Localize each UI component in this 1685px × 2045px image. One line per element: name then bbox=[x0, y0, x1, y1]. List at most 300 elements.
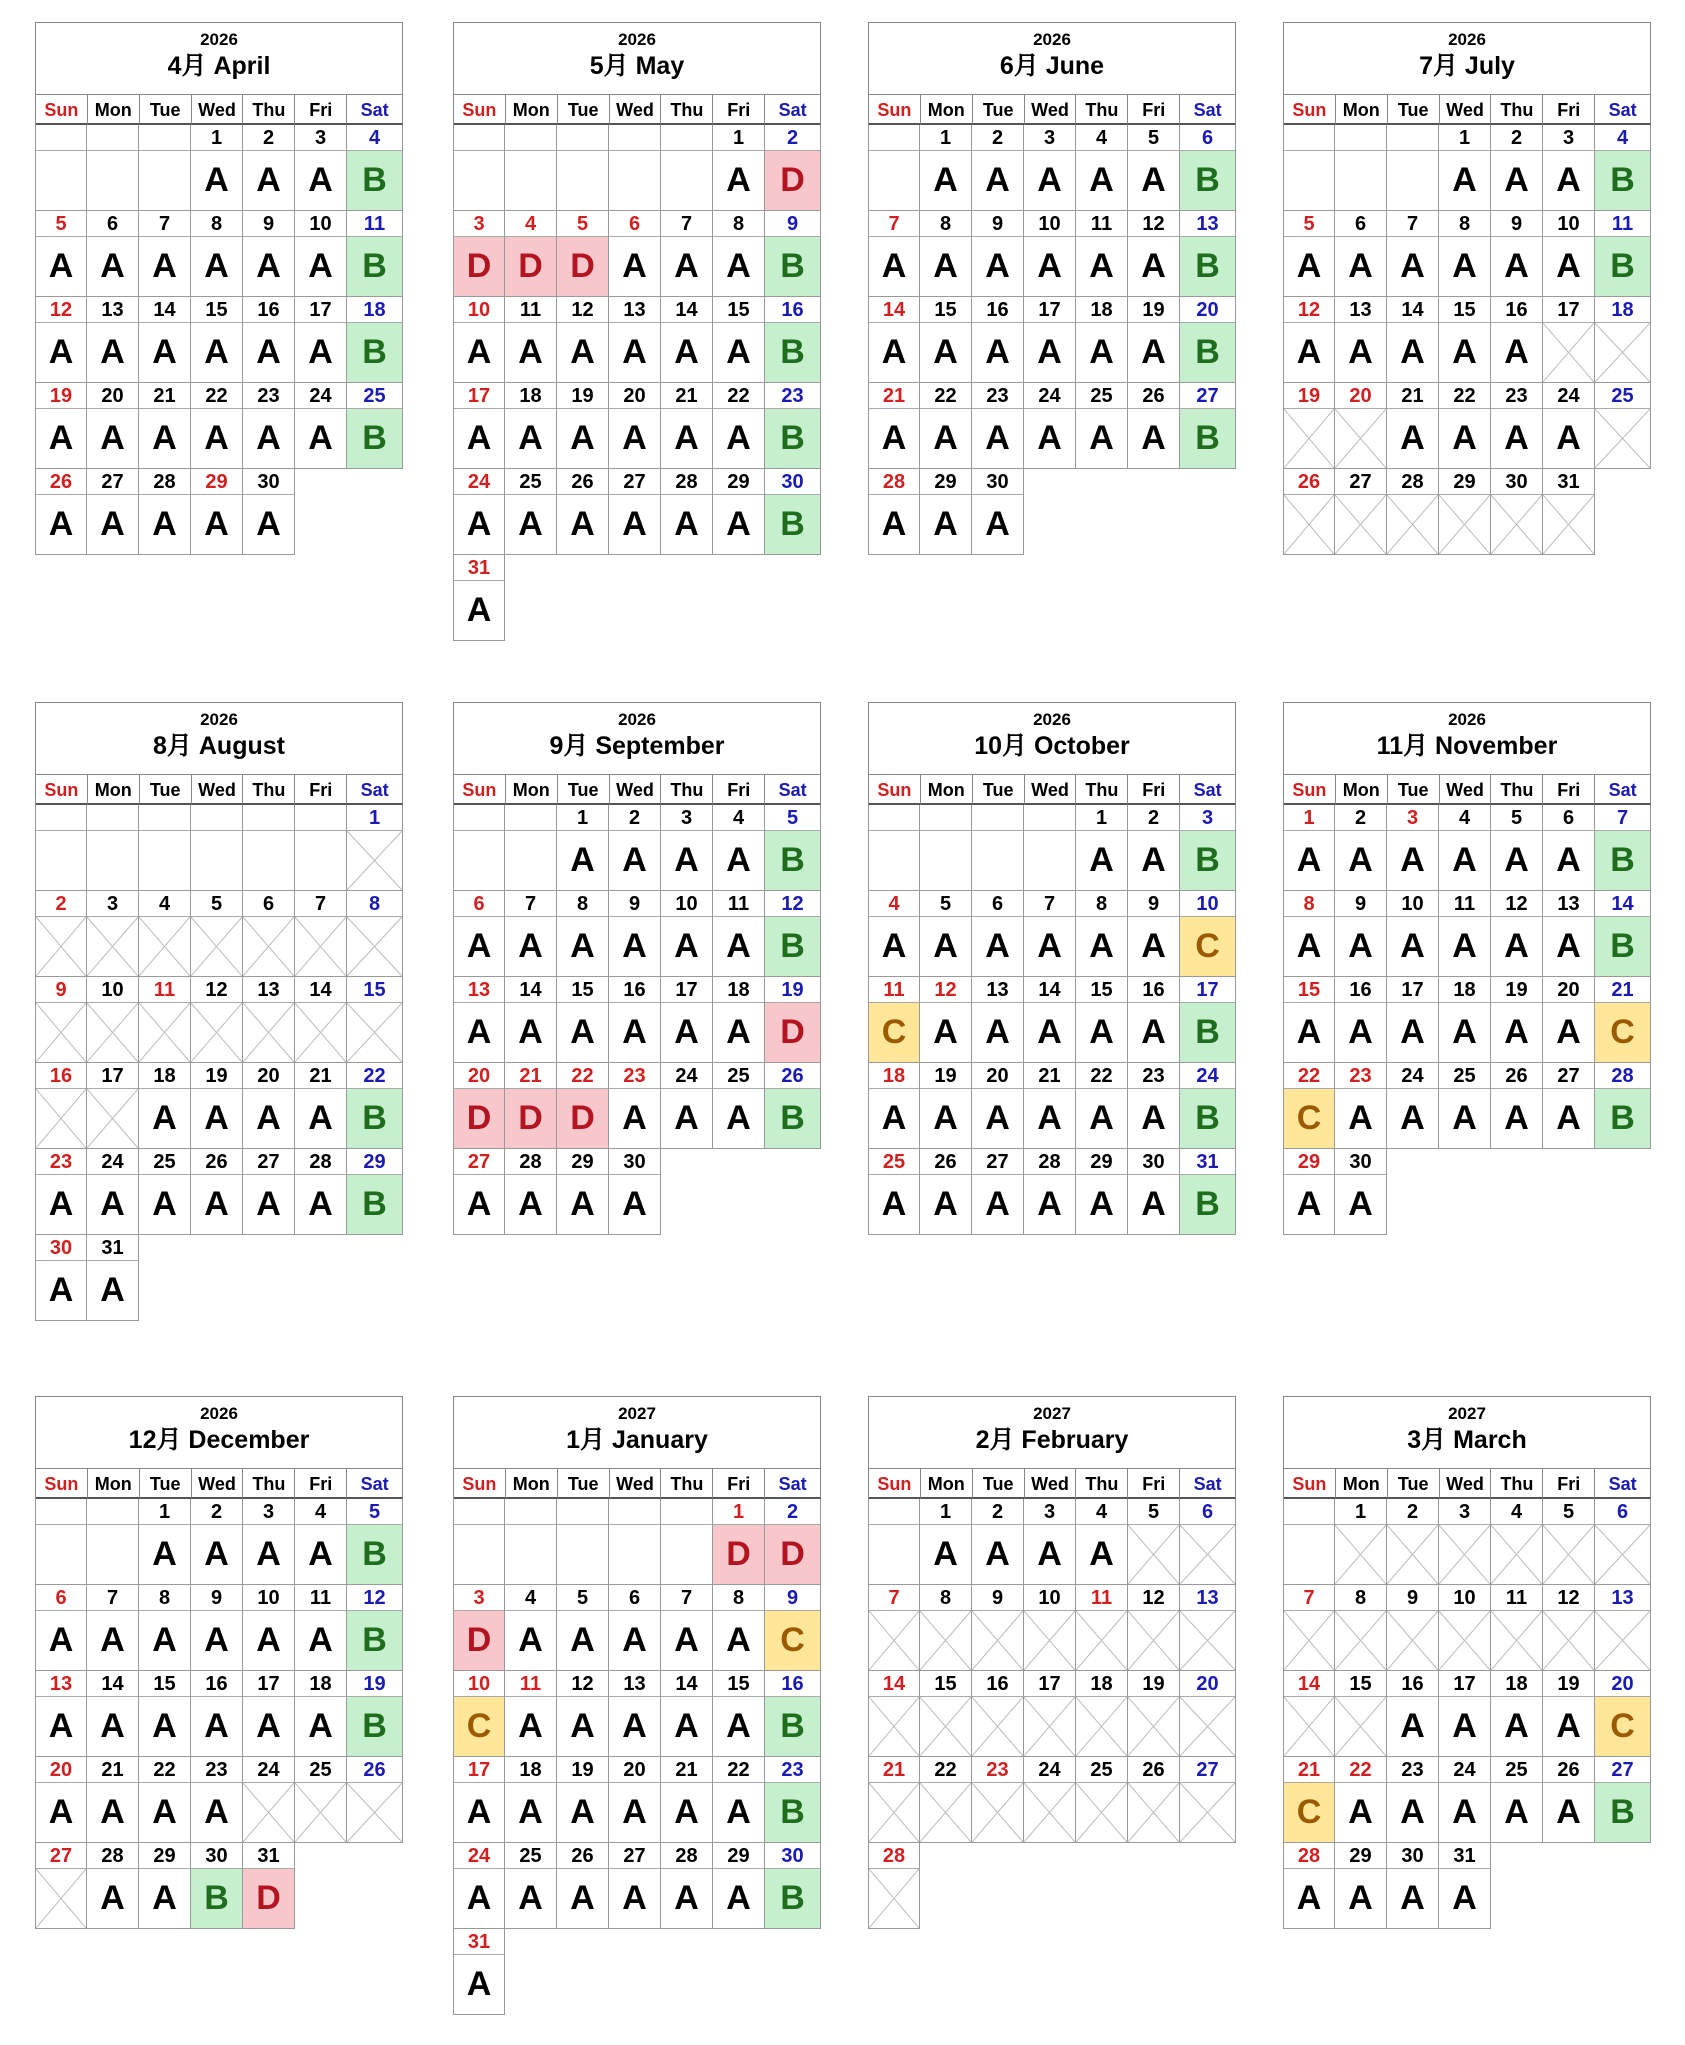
day-mark-A: A bbox=[985, 1185, 1010, 1223]
day-cell bbox=[1128, 1757, 1180, 1843]
day-number: 13 bbox=[87, 297, 138, 323]
week-row bbox=[1283, 1843, 1651, 1929]
day-cell bbox=[661, 1757, 713, 1843]
closed-day-cross bbox=[1543, 1611, 1594, 1670]
day-cell bbox=[505, 297, 557, 383]
day-mark-A: A bbox=[674, 1793, 699, 1831]
weekday-label: Sun bbox=[1284, 1469, 1336, 1499]
day-number: 4 bbox=[713, 805, 764, 831]
blank-cell bbox=[1128, 1843, 1180, 1929]
day-number: 20 bbox=[87, 383, 138, 409]
day-mark-A: A bbox=[570, 841, 595, 879]
month-title: 10月 October bbox=[974, 732, 1130, 760]
day-number: 31 bbox=[1439, 1843, 1490, 1869]
day-mark-A: A bbox=[466, 1965, 492, 2003]
blank-cell bbox=[347, 1843, 403, 1929]
day-cell bbox=[295, 891, 347, 977]
day-number bbox=[505, 125, 556, 151]
day-cell bbox=[1387, 469, 1439, 555]
day-cell bbox=[1283, 1843, 1335, 1929]
blank-cell bbox=[1024, 469, 1076, 555]
day-cell bbox=[609, 1585, 661, 1671]
weekday-label: Sat bbox=[765, 95, 821, 125]
day-number: 27 bbox=[609, 469, 660, 495]
day-number: 21 bbox=[87, 1757, 138, 1783]
weekday-label: Mon bbox=[921, 775, 973, 805]
day-mark-B: B bbox=[347, 1525, 402, 1584]
day-number: 8 bbox=[139, 1585, 190, 1611]
day-cell bbox=[1076, 125, 1128, 211]
day-cell bbox=[505, 1671, 557, 1757]
day-cell bbox=[87, 383, 139, 469]
day-cell bbox=[505, 469, 557, 555]
day-cell bbox=[1439, 469, 1491, 555]
day-mark-A: A bbox=[152, 1535, 177, 1573]
day-number: 14 bbox=[505, 977, 556, 1003]
day-cell bbox=[1387, 211, 1439, 297]
day-number: 27 bbox=[1335, 469, 1386, 495]
day-number: 26 bbox=[765, 1063, 820, 1089]
day-cell bbox=[1335, 1063, 1387, 1149]
day-cell bbox=[609, 211, 661, 297]
day-number: 11 bbox=[505, 1671, 556, 1697]
day-cell bbox=[1024, 977, 1076, 1063]
day-cell bbox=[1128, 1063, 1180, 1149]
day-mark-A: A bbox=[204, 1621, 229, 1659]
day-mark-B: B bbox=[765, 1783, 820, 1842]
day-cell bbox=[1283, 1149, 1335, 1235]
month-calendar bbox=[35, 702, 403, 1321]
day-mark-A: A bbox=[726, 1879, 751, 1917]
day-mark-B: B bbox=[347, 237, 402, 296]
day-number: 8 bbox=[920, 1585, 971, 1611]
day-cell bbox=[1335, 805, 1387, 891]
day-number: 30 bbox=[1128, 1149, 1179, 1175]
day-cell bbox=[453, 1843, 505, 1929]
day-number: 13 bbox=[609, 1671, 660, 1697]
day-mark-A: A bbox=[1504, 1793, 1529, 1831]
day-number: 9 bbox=[765, 1585, 820, 1611]
day-number: 1 bbox=[1284, 805, 1334, 831]
day-number: 7 bbox=[1024, 891, 1075, 917]
weekday-label: Tue bbox=[1388, 95, 1440, 125]
closed-day-cross bbox=[191, 1003, 242, 1062]
closed-day-cross bbox=[36, 1869, 86, 1928]
day-number: 5 bbox=[191, 891, 242, 917]
month-header bbox=[1283, 702, 1651, 774]
closed-day-cross bbox=[139, 917, 190, 976]
day-cell bbox=[1076, 383, 1128, 469]
closed-day-cross bbox=[920, 1697, 971, 1756]
day-mark-A: A bbox=[256, 1535, 281, 1573]
day-mark-A: A bbox=[152, 247, 177, 285]
day-mark-B: B bbox=[1595, 917, 1650, 976]
day-mark-D: D bbox=[454, 1089, 504, 1148]
day-cell bbox=[191, 1757, 243, 1843]
weekday-label: Tue bbox=[973, 775, 1025, 805]
day-mark-A: A bbox=[308, 247, 333, 285]
day-cell bbox=[920, 977, 972, 1063]
day-number: 12 bbox=[347, 1585, 402, 1611]
weekday-label: Sun bbox=[454, 95, 506, 125]
day-number: 26 bbox=[1128, 383, 1179, 409]
day-number: 1 bbox=[920, 125, 971, 151]
month-title: 9月 September bbox=[549, 732, 725, 760]
closed-day-cross bbox=[1387, 1525, 1438, 1584]
day-cell bbox=[1491, 297, 1543, 383]
day-mark-A: A bbox=[100, 1621, 125, 1659]
day-number bbox=[869, 1499, 919, 1525]
day-number: 19 bbox=[557, 1757, 608, 1783]
day-mark-A: A bbox=[1296, 1879, 1322, 1917]
week-row bbox=[35, 125, 403, 211]
weekday-header-row bbox=[868, 774, 1236, 805]
day-number: 2 bbox=[765, 125, 820, 151]
day-cell bbox=[557, 1757, 609, 1843]
day-number: 9 bbox=[243, 211, 294, 237]
week-row bbox=[1283, 211, 1651, 297]
week-row bbox=[453, 211, 821, 297]
day-number: 18 bbox=[139, 1063, 190, 1089]
day-cell bbox=[295, 125, 347, 211]
day-mark-A: A bbox=[881, 505, 907, 543]
day-number: 9 bbox=[191, 1585, 242, 1611]
day-cell bbox=[765, 1757, 821, 1843]
day-number: 23 bbox=[972, 383, 1023, 409]
empty-day-cell bbox=[87, 805, 139, 891]
day-cell bbox=[557, 211, 609, 297]
day-cell bbox=[35, 1585, 87, 1671]
day-number: 2 bbox=[1387, 1499, 1438, 1525]
day-mark-A: A bbox=[1141, 841, 1166, 879]
day-mark-A: A bbox=[570, 927, 595, 965]
day-number: 11 bbox=[505, 297, 556, 323]
day-number: 2 bbox=[972, 125, 1023, 151]
weekday-label: Wed bbox=[192, 1469, 244, 1499]
month-title: 8月 August bbox=[153, 732, 285, 760]
day-cell bbox=[347, 805, 403, 891]
day-number: 6 bbox=[609, 1585, 660, 1611]
day-number: 27 bbox=[972, 1149, 1023, 1175]
day-cell bbox=[1491, 383, 1543, 469]
closed-day-cross bbox=[1543, 323, 1594, 382]
day-number: 18 bbox=[869, 1063, 919, 1089]
month-title: 1月 January bbox=[566, 1426, 708, 1454]
weekday-label: Wed bbox=[192, 775, 244, 805]
blank-cell bbox=[661, 1929, 713, 2015]
day-cell bbox=[1128, 1585, 1180, 1671]
day-number: 4 bbox=[1076, 1499, 1127, 1525]
day-mark-A: A bbox=[308, 1185, 333, 1223]
closed-day-cross bbox=[1076, 1697, 1127, 1756]
week-row bbox=[868, 1843, 1236, 1929]
day-number: 14 bbox=[661, 1671, 712, 1697]
day-cell bbox=[1491, 1757, 1543, 1843]
day-cell bbox=[557, 1063, 609, 1149]
day-cell bbox=[920, 469, 972, 555]
day-mark-A: A bbox=[256, 1099, 281, 1137]
day-number: 28 bbox=[1284, 1843, 1334, 1869]
day-mark-A: A bbox=[1556, 419, 1581, 457]
closed-day-cross bbox=[920, 1783, 971, 1842]
day-number: 16 bbox=[765, 1671, 820, 1697]
closed-day-cross bbox=[1128, 1611, 1179, 1670]
day-number: 2 bbox=[609, 805, 660, 831]
day-number: 29 bbox=[713, 469, 764, 495]
day-cell bbox=[1387, 891, 1439, 977]
day-mark-B: B bbox=[765, 917, 820, 976]
empty-day-cell bbox=[453, 805, 505, 891]
day-mark-A: A bbox=[1504, 333, 1529, 371]
day-number: 6 bbox=[243, 891, 294, 917]
day-number: 8 bbox=[713, 211, 764, 237]
day-number: 13 bbox=[243, 977, 294, 1003]
year-label: 2027 bbox=[1033, 1404, 1071, 1423]
day-number: 20 bbox=[36, 1757, 86, 1783]
day-number: 25 bbox=[295, 1757, 346, 1783]
day-cell bbox=[1595, 1585, 1651, 1671]
day-cell bbox=[609, 383, 661, 469]
day-number: 27 bbox=[87, 469, 138, 495]
day-number: 10 bbox=[454, 1671, 504, 1697]
day-cell bbox=[609, 469, 661, 555]
day-number: 13 bbox=[1595, 1585, 1650, 1611]
day-number: 30 bbox=[243, 469, 294, 495]
day-number: 10 bbox=[87, 977, 138, 1003]
day-number: 8 bbox=[347, 891, 402, 917]
year-label: 2026 bbox=[200, 1404, 238, 1423]
day-number bbox=[87, 805, 138, 831]
day-number: 17 bbox=[1387, 977, 1438, 1003]
day-number: 19 bbox=[1491, 977, 1542, 1003]
day-cell bbox=[87, 469, 139, 555]
day-cell bbox=[243, 125, 295, 211]
day-number: 9 bbox=[1387, 1585, 1438, 1611]
closed-day-cross bbox=[36, 1003, 86, 1062]
month-calendar bbox=[1283, 1396, 1651, 1929]
day-mark-A: A bbox=[622, 841, 647, 879]
day-number: 10 bbox=[1024, 1585, 1075, 1611]
day-number: 3 bbox=[243, 1499, 294, 1525]
day-number: 16 bbox=[1491, 297, 1542, 323]
blank-cell bbox=[1595, 1843, 1651, 1929]
blank-cell bbox=[1439, 1149, 1491, 1235]
day-mark-B: B bbox=[1180, 151, 1235, 210]
month-title: 6月 June bbox=[999, 52, 1105, 80]
day-number: 18 bbox=[1076, 1671, 1127, 1697]
day-number: 23 bbox=[191, 1757, 242, 1783]
day-mark-A: A bbox=[881, 419, 907, 457]
day-number: 18 bbox=[295, 1671, 346, 1697]
closed-day-cross bbox=[1128, 1525, 1179, 1584]
day-number: 21 bbox=[869, 1757, 919, 1783]
day-number: 3 bbox=[1180, 805, 1235, 831]
weekday-label: Wed bbox=[1025, 95, 1077, 125]
weekday-header-row bbox=[1283, 774, 1651, 805]
day-cell bbox=[1439, 1499, 1491, 1585]
closed-day-cross bbox=[1024, 1783, 1075, 1842]
day-cell bbox=[1491, 1585, 1543, 1671]
closed-day-cross bbox=[1439, 495, 1490, 554]
day-number: 26 bbox=[557, 1843, 608, 1869]
weekday-label: Sun bbox=[1284, 95, 1336, 125]
day-cell bbox=[1180, 1671, 1236, 1757]
day-cell bbox=[713, 1063, 765, 1149]
day-number: 14 bbox=[869, 1671, 919, 1697]
day-number: 3 bbox=[661, 805, 712, 831]
day-cell bbox=[1128, 125, 1180, 211]
day-number: 22 bbox=[191, 383, 242, 409]
day-mark-A: A bbox=[726, 333, 751, 371]
day-number: 9 bbox=[972, 211, 1023, 237]
blank-cell bbox=[1387, 1149, 1439, 1235]
closed-day-cross bbox=[1387, 1611, 1438, 1670]
blank-cell bbox=[661, 555, 713, 641]
day-cell bbox=[1335, 1149, 1387, 1235]
day-cell bbox=[453, 555, 505, 641]
day-mark-A: A bbox=[881, 927, 907, 965]
day-number: 8 bbox=[557, 891, 608, 917]
day-mark-A: A bbox=[933, 1535, 958, 1573]
day-mark-A: A bbox=[1400, 419, 1425, 457]
day-number: 31 bbox=[454, 555, 504, 581]
day-mark-A: A bbox=[1556, 1793, 1581, 1831]
day-cell bbox=[1128, 977, 1180, 1063]
day-mark-A: A bbox=[152, 419, 177, 457]
day-cell bbox=[1128, 1671, 1180, 1757]
closed-day-cross bbox=[1335, 409, 1386, 468]
day-cell bbox=[1595, 125, 1651, 211]
day-cell bbox=[1387, 1063, 1439, 1149]
closed-day-cross bbox=[1024, 1697, 1075, 1756]
day-cell bbox=[661, 1063, 713, 1149]
day-number: 26 bbox=[36, 469, 86, 495]
day-cell bbox=[1024, 1671, 1076, 1757]
weekday-header-row bbox=[868, 94, 1236, 125]
day-number: 3 bbox=[1439, 1499, 1490, 1525]
day-mark-A: A bbox=[1452, 419, 1477, 457]
day-number: 2 bbox=[243, 125, 294, 151]
day-number: 21 bbox=[505, 1063, 556, 1089]
day-mark-A: A bbox=[1400, 1879, 1425, 1917]
day-mark-A: A bbox=[1037, 247, 1062, 285]
day-number: 28 bbox=[869, 1843, 919, 1869]
closed-day-cross bbox=[295, 1003, 346, 1062]
weekday-label: Sat bbox=[1595, 95, 1651, 125]
day-mark-A: A bbox=[881, 1099, 907, 1137]
day-number: 20 bbox=[454, 1063, 504, 1089]
day-mark-A: A bbox=[1504, 1707, 1529, 1745]
day-mark-A: A bbox=[674, 505, 699, 543]
day-number: 2 bbox=[191, 1499, 242, 1525]
closed-day-cross bbox=[1595, 323, 1650, 382]
day-number bbox=[1335, 125, 1386, 151]
day-mark-A: A bbox=[48, 419, 74, 457]
day-cell bbox=[1180, 1063, 1236, 1149]
day-mark-D: D bbox=[243, 1869, 294, 1928]
closed-day-cross bbox=[1076, 1611, 1127, 1670]
day-number bbox=[920, 805, 971, 831]
empty-day-cell bbox=[1387, 125, 1439, 211]
day-mark-A: A bbox=[1141, 1013, 1166, 1051]
day-mark-C: C bbox=[869, 1003, 919, 1062]
day-number: 23 bbox=[765, 383, 820, 409]
day-number: 29 bbox=[139, 1843, 190, 1869]
day-number bbox=[609, 1499, 660, 1525]
day-cell bbox=[661, 977, 713, 1063]
day-number bbox=[87, 1499, 138, 1525]
day-cell bbox=[765, 1499, 821, 1585]
day-mark-A: A bbox=[933, 1185, 958, 1223]
day-cell bbox=[191, 469, 243, 555]
day-cell bbox=[1283, 1063, 1335, 1149]
day-number: 8 bbox=[920, 211, 971, 237]
day-cell bbox=[765, 211, 821, 297]
day-mark-A: A bbox=[48, 1793, 74, 1831]
day-number: 29 bbox=[713, 1843, 764, 1869]
day-cell bbox=[1439, 1757, 1491, 1843]
day-number: 5 bbox=[1128, 125, 1179, 151]
day-number: 11 bbox=[1076, 1585, 1127, 1611]
day-number: 5 bbox=[557, 211, 608, 237]
weekday-label: Thu bbox=[1076, 775, 1128, 805]
closed-day-cross bbox=[1595, 1611, 1650, 1670]
day-number: 15 bbox=[1335, 1671, 1386, 1697]
day-cell bbox=[920, 1585, 972, 1671]
weekday-label: Sat bbox=[347, 775, 403, 805]
day-number: 12 bbox=[36, 297, 86, 323]
day-cell bbox=[347, 1757, 403, 1843]
day-mark-D: D bbox=[505, 237, 556, 296]
day-cell bbox=[609, 805, 661, 891]
day-number: 25 bbox=[505, 469, 556, 495]
day-number: 8 bbox=[713, 1585, 764, 1611]
day-mark-A: A bbox=[933, 927, 958, 965]
day-number: 5 bbox=[347, 1499, 402, 1525]
day-number: 4 bbox=[869, 891, 919, 917]
day-cell bbox=[972, 1757, 1024, 1843]
day-number: 19 bbox=[1543, 1671, 1594, 1697]
day-number: 25 bbox=[139, 1149, 190, 1175]
day-number: 23 bbox=[1335, 1063, 1386, 1089]
day-cell bbox=[243, 469, 295, 555]
day-number: 2 bbox=[36, 891, 86, 917]
blank-cell bbox=[609, 1929, 661, 2015]
day-cell bbox=[453, 1671, 505, 1757]
year-label: 2026 bbox=[200, 710, 238, 729]
day-mark-A: A bbox=[256, 333, 281, 371]
day-mark-B: B bbox=[1180, 831, 1235, 890]
day-number: 13 bbox=[972, 977, 1023, 1003]
weekday-label: Thu bbox=[243, 1469, 295, 1499]
day-mark-A: A bbox=[881, 333, 907, 371]
day-mark-A: A bbox=[933, 333, 958, 371]
closed-day-cross bbox=[920, 1611, 971, 1670]
day-number: 4 bbox=[1595, 125, 1650, 151]
day-cell bbox=[295, 297, 347, 383]
empty-day-cell bbox=[87, 125, 139, 211]
day-mark-A: A bbox=[1452, 1099, 1477, 1137]
day-number: 23 bbox=[972, 1757, 1023, 1783]
day-number: 9 bbox=[972, 1585, 1023, 1611]
weekday-label: Sun bbox=[454, 775, 506, 805]
day-cell bbox=[191, 1499, 243, 1585]
day-mark-A: A bbox=[100, 419, 125, 457]
day-number: 23 bbox=[243, 383, 294, 409]
day-mark-B: B bbox=[347, 1611, 402, 1670]
day-mark-B: B bbox=[1180, 1089, 1235, 1148]
day-mark-A: A bbox=[204, 1707, 229, 1745]
